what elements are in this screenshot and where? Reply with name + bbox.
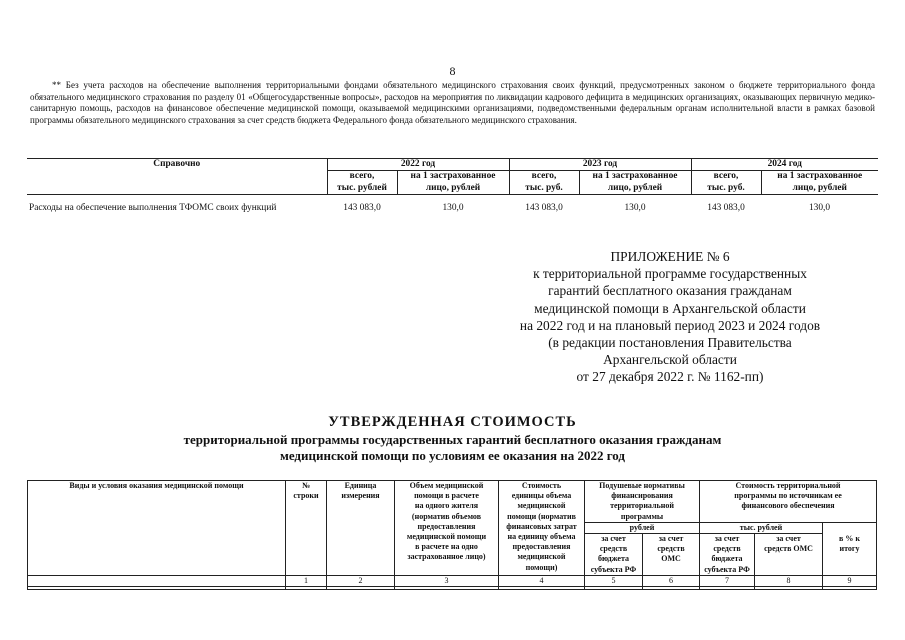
value-per-person-2024: 130,0 [808, 203, 831, 213]
subheader-per-person-2022: на 1 застрахованное лицо, рублей [397, 171, 509, 195]
column-number: 1 [286, 575, 327, 586]
header-budget-source-thous: за счет средств бюджета субъекта РФ [700, 534, 755, 576]
header-program-cost: Стоимость территориальной программы по источникам ее финансового обеспечения [700, 481, 877, 523]
document-subtitle: территориальной программы государственных гарантий бесплатного оказания гражданам медицинской помощи по условиям ее оказания на 2022 год [183, 432, 722, 463]
reference-header: Справочно [27, 159, 327, 195]
footnote: ** Без учета расходов на обеспечение выполнения территориальными фондами обязательного медицинского страхования своих функций, предусмотренных законом о бюджете территориального фонда обязательного медицинского страхования по разделу 01 «Общегосударственные вопросы», расходов на мероприятия по ликвидации кадрового дефицита в медицинских организациях, оказывающих первичную медико-санитарную помощь, расходов на финансовое обеспечение медицинской помощи, оказываемой медицинскими организациями, подведомственными федеральным органам исполнительной власти в рамках базовой программы обязательного медицинского страхования за счет средств бюджета Федерального фонда обязательного медицинского страхования. [30, 80, 875, 125]
column-number: 6 [643, 575, 700, 586]
column-number [28, 575, 286, 586]
appendix-line: медицинской помощи в Архангельской области [534, 300, 806, 316]
value-per-person-2022: 130,0 [442, 203, 464, 213]
column-number: 8 [755, 575, 823, 586]
subheader-total-2023: всего, тыс. руб. [509, 171, 579, 195]
header-budget-source: за счет средств бюджета субъекта РФ [585, 534, 643, 576]
header-unit-cost: Стоимость единицы объема медицинской помощи (норматив финансовых затрат на единицу объема предоставления медицинской помощи) [499, 481, 585, 576]
header-row-no: № строки [286, 481, 327, 576]
reference-table [27, 158, 878, 214]
header-per-capita: Подушевые нормативы финансирования территориальной программы [585, 481, 700, 523]
column-number: 9 [823, 575, 877, 586]
document-title: УТВЕРЖДЕННАЯ СТОИМОСТЬ [328, 414, 577, 430]
subheader-total-2024: всего, тыс. руб. [691, 171, 761, 195]
appendix-line: на 2022 год и на плановый период 2023 и 2024 годов [519, 317, 821, 333]
page-number: 8 [449, 64, 456, 78]
header-unit: Единица измерения [327, 481, 395, 576]
year-2022-header: 2022 год [327, 159, 509, 171]
column-number: 7 [700, 575, 755, 586]
value-total-2023: 143 083,0 [525, 203, 563, 213]
subheader-total-2022: всего, тыс. рублей [327, 171, 397, 195]
value-per-person-2023: 130,0 [624, 203, 646, 213]
appendix-line: Архангельской области [603, 352, 737, 368]
header-thous-rubles: тыс. рублей [700, 522, 823, 533]
appendix-block [470, 248, 870, 386]
column-number: 5 [585, 575, 643, 586]
header-oms-source: за счет средств ОМС [643, 534, 700, 576]
header-types: Виды и условия оказания медицинской помощи [28, 481, 286, 576]
column-number: 4 [499, 575, 585, 586]
subheader-per-person-2023: на 1 застрахованное лицо, рублей [579, 171, 691, 195]
header-oms-source-thous: за счет средств ОМС [755, 534, 823, 576]
appendix-line: гарантий бесплатного оказания гражданам [548, 283, 792, 299]
cost-table [27, 480, 877, 590]
column-number: 3 [395, 575, 499, 586]
table-row [27, 203, 878, 214]
header-volume: Объем медицинской помощи в расчете на одного жителя (норматив объемов предоставления медицинской помощи в расчете на одно застрахованное лицо) [395, 481, 499, 576]
appendix-line: к территориальной программе государственных [533, 266, 807, 282]
column-numbers-row [28, 575, 877, 586]
subheader-per-person-2024: на 1 застрахованное лицо, рублей [761, 171, 878, 195]
year-2024-header: 2024 год [691, 159, 878, 171]
appendix-line: от 27 декабря 2022 г. № 1162-пп) [576, 369, 764, 385]
value-total-2022: 143 083,0 [343, 203, 381, 213]
header-percent: в % к итогу [823, 522, 877, 575]
column-number: 2 [327, 575, 395, 586]
appendix-line: (в редакции постановления Правительства [548, 335, 792, 351]
year-2023-header: 2023 год [509, 159, 691, 171]
value-total-2024: 143 083,0 [707, 203, 745, 213]
header-rubles: рублей [585, 522, 700, 533]
appendix-title: ПРИЛОЖЕНИЕ № 6 [610, 249, 730, 264]
row-label: Расходы на обеспечение выполнения ТФОМС своих функций [29, 203, 277, 213]
